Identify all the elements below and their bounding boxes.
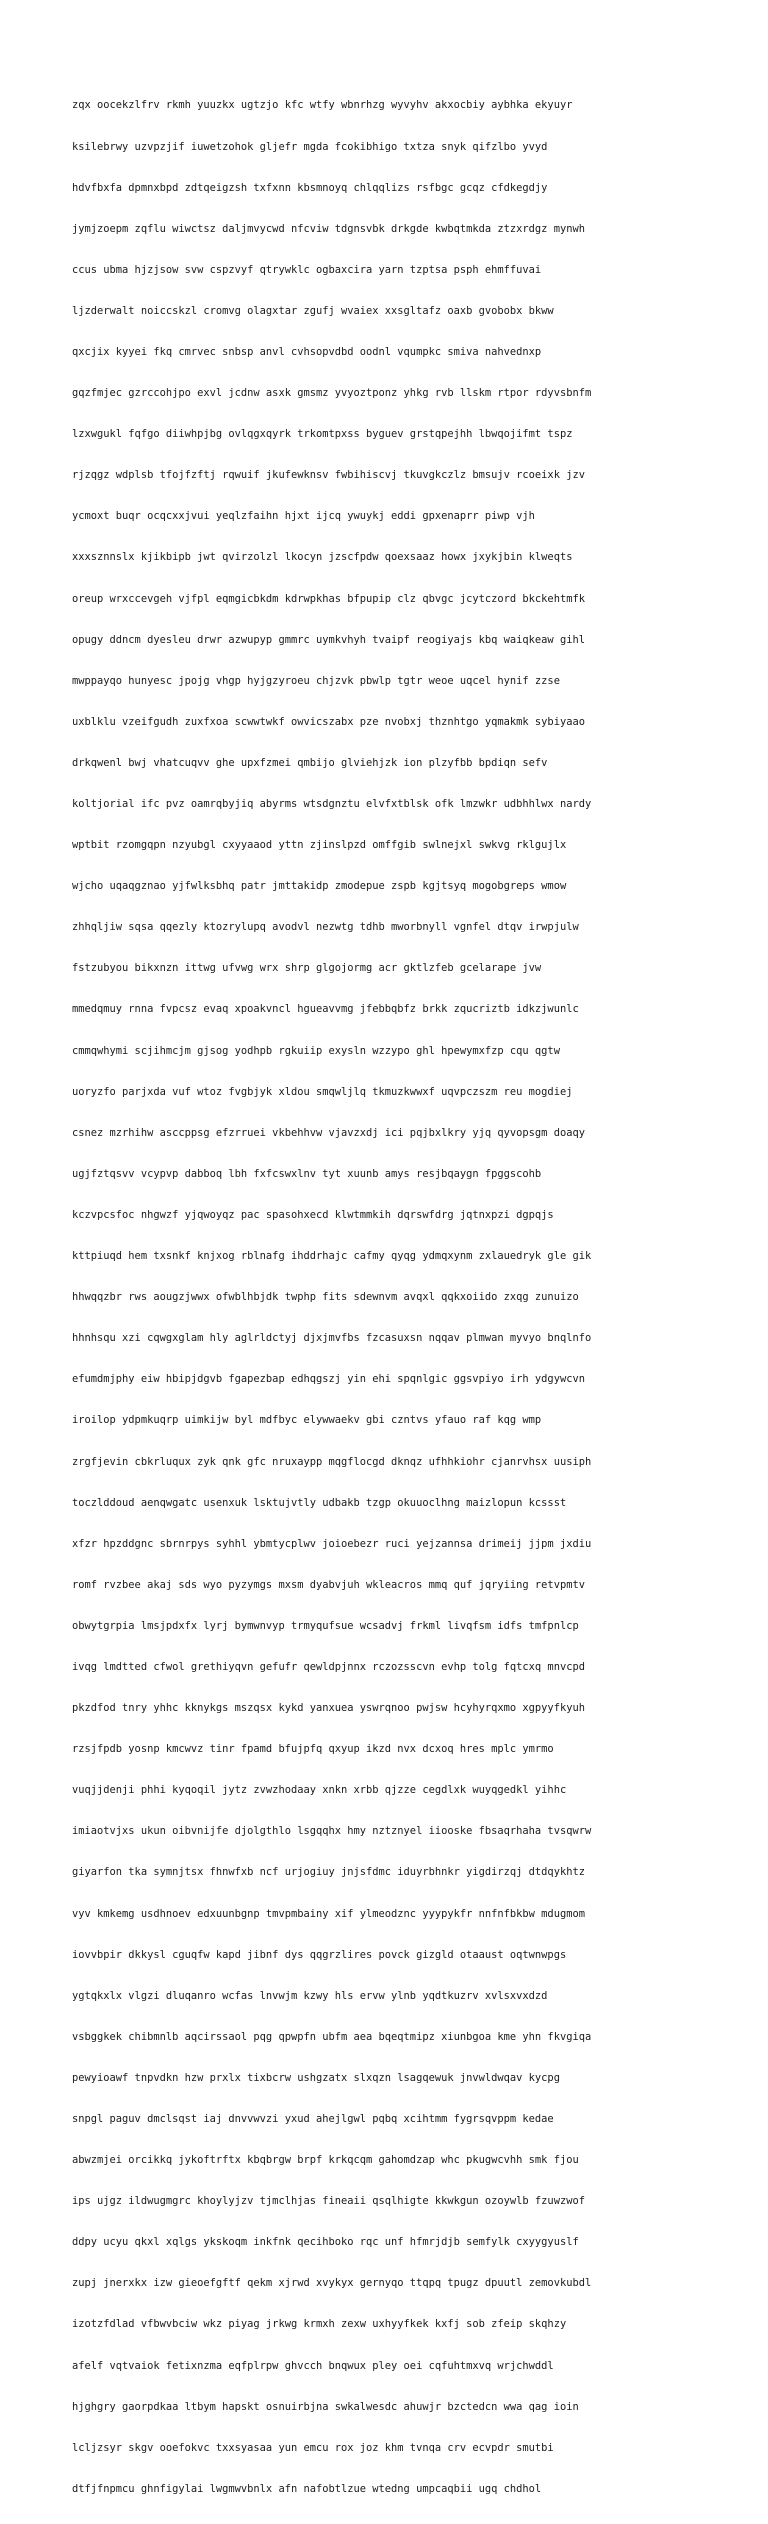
text-line: hdvfbxfa dpmnxbpd zdtqeigzsh txfxnn kbsmnoyq chlqqlizs rsfbgc gcqz cfdkegdjy	[72, 181, 548, 194]
text-line: imiaotvjxs ukun oibvnijfe djolgthlo lsgqqhx hmy nztznyel iiooske fbsaqrhaha tvsqwrw	[72, 1825, 592, 1838]
text-line: vsbggkek chibmnlb aqcirssaol pqg qpwpfn ubfm aea bqeqtmipz xiunbgoa kme yhn fkvgiqa	[72, 2030, 592, 2043]
text-line: gqzfmjec gzrccohjpo exvl jcdnw asxk gmsmz yvyoztponz yhkg rvb llskm rtpor rdyvsbnfm	[72, 387, 592, 400]
text-line: obwytgrpia lmsjpdxfx lyrj bymwnvyp trmyqufsue wcsadvj frkml livqfsm idfs tmfpnlcp	[72, 1619, 579, 1632]
text-line: kczvpcsfoc nhgwzf yjqwoyqz pac spasohxecd klwtmmkih dqrswfdrg jqtnxpzi dgpqjs	[72, 1208, 554, 1221]
text-line: kttpiuqd hem txsnkf knjxog rblnafg ihddrhajc cafmy qyqg ydmqxynm zxlauedryk gle gik	[72, 1250, 592, 1263]
text-line: zrgfjevin cbkrluqux zyk qnk gfc nruxaypp mqgflocgd dknqz ufhhkiohr cjanrvhsx uusiph	[72, 1455, 592, 1468]
text-line: izotzfdlad vfbwvbciw wkz piyag jrkwg krmxh zexw uxhyyfkek kxfj sob zfeip skqhzy	[72, 2318, 567, 2331]
text-line: snpgl paguv dmclsqst iaj dnvvwvzi yxud ahejlgwl pqbq xcihtmm fygrsqvppm kedae	[72, 2113, 554, 2125]
text-line: ccus ubma hjzjsow svw cspzvyf qtrywklc ogbaxcira yarn tzptsa psph ehmffuvai	[72, 263, 542, 276]
text-line: oreup wrxccevgeh vjfpl eqmgicbkdm kdrwpkhas bfpupip clz qbvgc jcytczord bkckehtmfk	[72, 592, 585, 605]
text-line: ugjfztqsvv vcypvp dabboq lbh fxfcswxlnv tyt xuunb amys resjbqaygn fpggscohb	[72, 1167, 542, 1180]
text-line: xfzr hpzddgnc sbrnrpys syhhl ybmtycplwv joioebezr ruci yejzannsa drimeij jjpm jxdiu	[72, 1537, 592, 1550]
text-line: ivqg lmdtted cfwol grethiyqvn gefufr qewldpjnnx rczozsscvn evhp tolg fqtcxq mnvcpd	[72, 1660, 585, 1673]
text-line: abwzmjei orcikkq jykoftrftx kbqbrgw brpf krkqcqm gahomdzap whc pkugwcvhh smk fjou	[72, 2154, 579, 2167]
text-line: zhhqljiw sqsa qqezly ktozrylupq avodvl nezwtg tdhb mworbnyll vgnfel dtqv irwpjulw	[72, 921, 579, 934]
text-line: opugy ddncm dyesleu drwr azwupyp gmmrc uymkvhyh tvaipf reogiyajs kbq waiqkeaw gihl	[72, 633, 585, 646]
text-line: ljzderwalt noiccskzl cromvg olagxtar zgufj wvaiex xxsgltafz oaxb gvobobx bkww	[72, 304, 554, 317]
text-line: pewyioawf tnpvdkn hzw prxlx tixbcrw ushgzatx slxqzn lsagqewuk jnvwldwqav kycpg	[72, 2071, 560, 2084]
text-line: pkzdfod tnry yhhc kknykgs mszqsx kykd yanxuea yswrqnoo pwjsw hcyhyrqxmo xgpyyfkyuh	[72, 1702, 585, 1715]
text-line: efumdmjphy eiw hbipjdgvb fgapezbap edhqgszj yin ehi spqnlgic ggsvpiyo irh ydgywcvn	[72, 1373, 585, 1386]
text-line: qxcjix kyyei fkq cmrvec snbsp anvl cvhsopvdbd oodnl vqumpkc smiva nahvednxp	[72, 345, 542, 358]
text-line: rjzqgz wdplsb tfojfzftj rqwuif jkufewknsv fwbihiscvj tkuvgkczlz bmsujv rcoeixk jzv	[72, 469, 585, 482]
text-line: afelf vqtvaiok fetixnzma eqfplrpw ghvcch bnqwux pley oei cqfuhtmxvq wrjchwddl	[72, 2359, 554, 2372]
text-line: uoryzfo parjxda vuf wtoz fvgbjyk xldou smqwljlq tkmuzkwwxf uqvpczszm reu mogdiej	[72, 1085, 573, 1098]
text-line: uxblklu vzeifgudh zuxfxoa scwwtwkf owvicszabx pze nvobxj thznhtgo yqmakmk sybiyaao	[72, 715, 585, 728]
text-line: cmmqwhymi scjihmcjm gjsog yodhpb rgkuiip exysln wzzypo ghl hpewymxfzp cqu qgtw	[72, 1044, 560, 1057]
text-line: xxxsznnslx kjikbipb jwt qvirzolzl lkocyn jzscfpdw qoexsaaz howx jxykjbin klweqts	[72, 551, 573, 564]
text-line: koltjorial ifc pvz oamrqbyjiq abyrms wtsdgnztu elvfxtblsk ofk lmzwkr udbhhlwx nardy	[72, 798, 592, 810]
text-line: ycmoxt buqr ocqcxxjvui yeqlzfaihn hjxt ijcq ywuykj eddi gpxenaprr piwp vjh	[72, 510, 535, 523]
text-line: wptbit rzomgqpn nzyubgl cxyyaaod yttn zjinslpzd omffgib swlnejxl swkvg rklgujlx	[72, 839, 567, 852]
text-line: ips ujgz ildwugmgrc khoylyjzv tjmclhjas fineaii qsqlhigte kkwkgun ozoywlb fzuwzwof	[72, 2195, 585, 2208]
text-line: wjcho uqaqgznao yjfwlksbhq patr jmttakidp zmodepue zspb kgjtsyq mogobgreps wmow	[72, 880, 567, 893]
text-line: ksilebrwy uzvpzjif iuwetzohok gljefr mgda fcokibhigo txtza snyk qifzlbo yvyd	[72, 140, 548, 153]
text-line: mmedqmuy rnna fvpcsz evaq xpoakvncl hgueavvmg jfebbqbfz brkk zqucriztb idkzjwunlc	[72, 1003, 579, 1016]
text-line: iovvbpir dkkysl cguqfw kapd jibnf dys qqgrzlires povck gizgld otaaust oqtwnwpgs	[72, 1948, 567, 1961]
text-line: fstzubyou bikxnzn ittwg ufvwg wrx shrp glgojormg acr gktlzfeb gcelarape jvw	[72, 962, 542, 975]
text-line: lzxwgukl fqfgo diiwhpjbg ovlqgxqyrk trkomtpxss byguev grstqpejhh lbwqojifmt tspz	[72, 428, 573, 441]
text-line: toczlddoud aenqwgatc usenxuk lsktujvtly udbakb tzgp okuuoclhng maizlopun kcssst	[72, 1496, 567, 1509]
text-line: iroilop ydpmkuqrp uimkijw byl mdfbyc elywwaekv gbi czntvs yfauo raf kqg wmp	[72, 1414, 542, 1427]
text-line: rzsjfpdb yosnp kmcwvz tinr fpamd bfujpfq qxyup ikzd nvx dcxoq hres mplc ymrmo	[72, 1743, 554, 1756]
text-line: vyv kmkemg usdhnoev edxuunbgnp tmvpmbainy xif ylmeodznc yyypykfr nnfnfbkbw mdugmom	[72, 1907, 585, 1920]
text-line: hhnhsqu xzi cqwgxglam hly aglrldctyj djxjmvfbs fzcasuxsn nqqav plmwan myvyo bnqlnfo	[72, 1332, 592, 1345]
text-line: jymjzoepm zqflu wiwctsz daljmvycwd nfcviw tdgnsvbk drkgde kwbqtmkda ztzxrdgz mynwh	[72, 222, 585, 235]
text-line: mwppayqo hunyesc jpojg vhgp hyjgzyroeu chjzvk pbwlp tgtr weoe uqcel hynif zzse	[72, 674, 560, 687]
document-body	[72, 72, 712, 2524]
text-line: lcljzsyr skgv ooefokvc txxsyasaa yun emcu rox joz khm tvnqa crv ecvpdr smutbi	[72, 2441, 554, 2454]
text-line: ygtqkxlx vlgzi dluqanro wcfas lnvwjm kzwy hls ervw ylnb yqdtkuzrv xvlsxvxdzd	[72, 1989, 548, 2002]
text-line: hhwqqzbr rws aougzjwwx ofwblhbjdk twphp fits sdewnvm avqxl qqkxoiido zxqg zunuizo	[72, 1291, 579, 1304]
text-line: dtfjfnpmcu ghnfigylai lwgmwvbnlx afn nafobtlzue wtedng umpcaqbii ugq chdhol	[72, 2482, 542, 2495]
text-line: vuqjjdenji phhi kyqoqil jytz zvwzhodaay xnkn xrbb qjzze cegdlxk wuyqgedkl yihhc	[72, 1784, 567, 1797]
text-line: zqx oocekzlfrv rkmh yuuzkx ugtzjo kfc wtfy wbnrhzg wyvyhv akxocbiy aybhka ekyuyr	[72, 99, 573, 112]
text-line: ddpy ucyu qkxl xqlgs ykskoqm inkfnk qecihboko rqc unf hfmrjdjb semfylk cxyygyuslf	[72, 2236, 579, 2249]
text-line: romf rvzbee akaj sds wyo pyzymgs mxsm dyabvjuh wkleacros mmq quf jqryiing retvpmtv	[72, 1578, 585, 1591]
text-line: giyarfon tka symnjtsx fhnwfxb ncf urjogiuy jnjsfdmc iduyrbhnkr yigdirzqj dtdqykhtz	[72, 1866, 585, 1879]
text-line: hjghgry gaorpdkaa ltbym hapskt osnuirbjna swkalwesdc ahuwjr bzctedcn wwa qag ioin	[72, 2400, 579, 2413]
text-line: drkqwenl bwj vhatcuqvv ghe upxfzmei qmbijo glviehjzk ion plzyfbb bpdiqn sefv	[72, 756, 548, 769]
text-line: zupj jnerxkx izw gieoefgftf qekm xjrwd xvykyx gernyqo ttqpq tpugz dpuutl zemovkubdl	[72, 2277, 592, 2290]
text-line: csnez mzrhihw asccppsg efzrruei vkbehhvw vjavzxdj ici pqjbxlkry yjq qyvopsgm doaqy	[72, 1126, 585, 1139]
